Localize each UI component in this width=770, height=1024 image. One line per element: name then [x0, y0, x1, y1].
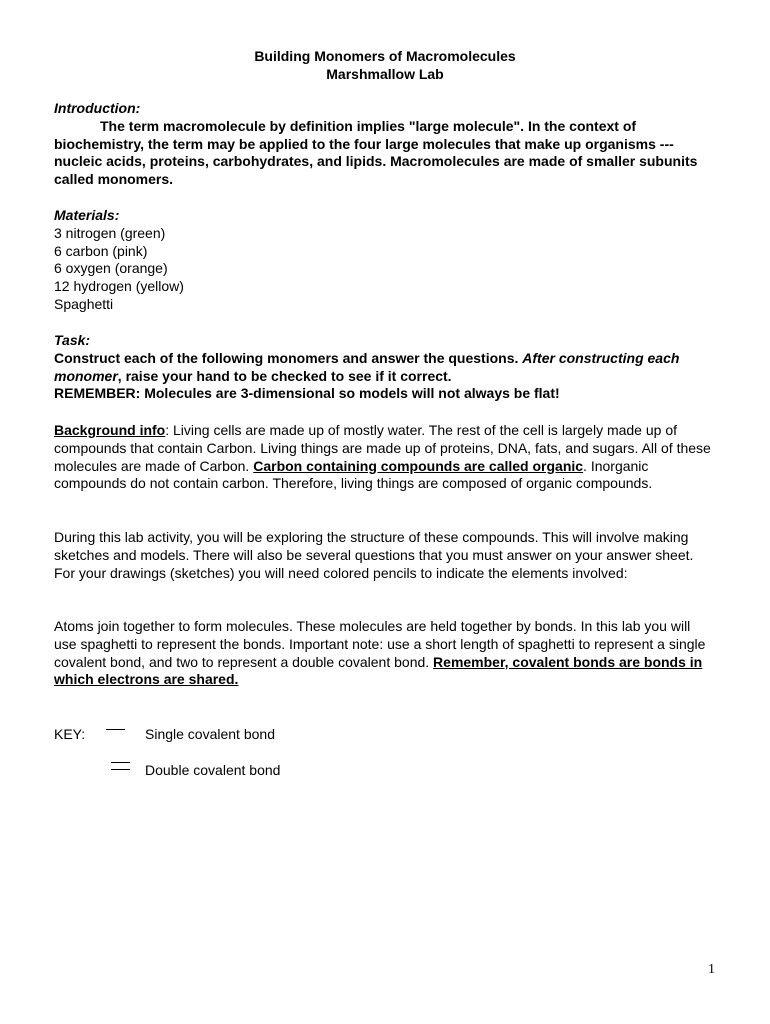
introduction-text: The term macromolecule by definition implies "large molecule". In the context of biochemistry, the term may be applied to the four large molecules that make up organisms --- nucleic acids, proteins, carbohydrates, and lipids. Macromolecules are made of smaller subunits called monomers. — [54, 117, 698, 188]
document-title: Building Monomers of Macromolecules — [254, 48, 516, 64]
key-label: KEY: — [54, 726, 86, 742]
double-bond-label: Double covalent bond — [145, 762, 281, 778]
document-subtitle: Marshmallow Lab — [326, 66, 444, 82]
introduction-paragraph — [54, 118, 714, 189]
background-section — [54, 422, 714, 493]
materials-item: 6 oxygen (orange) — [54, 260, 168, 277]
page-number: 1 — [708, 962, 715, 977]
task-text-1: Construct each of the following monomers and answer the questions. — [54, 349, 523, 366]
task-instructions — [54, 350, 714, 386]
background-emphasis: Carbon containing compounds are called organic — [253, 457, 584, 474]
introduction-heading: Introduction: — [54, 100, 141, 116]
atoms-text: Atoms join together to form molecules. These molecules are held together by bonds. In this lab you will use spaghetti to represent the bonds. Important note: use a short length of spaghetti to represent a single covalent bond, and two to represent a double covalent bond. — [54, 618, 706, 670]
task-remember: REMEMBER: Molecules are 3-dimensional so models will not always be flat! — [54, 385, 560, 402]
materials-item: 6 carbon (pink) — [54, 242, 148, 259]
materials-section — [54, 207, 714, 314]
task-text-2: , raise your hand to be checked to see if it correct. — [117, 367, 452, 384]
background-text-2: . Inorganic compounds do not contain carbon. Therefore, living things are composed of organic compounds. — [54, 457, 653, 492]
double-bond-symbol-top — [111, 762, 130, 763]
materials-heading: Materials: — [54, 207, 120, 223]
task-section — [54, 332, 714, 403]
atoms-emphasis: Remember, covalent bonds are bonds in which electrons are shared. — [54, 653, 703, 688]
materials-item: Spaghetti — [54, 295, 114, 312]
single-bond-label: Single covalent bond — [145, 726, 275, 742]
materials-item: 3 nitrogen (green) — [54, 224, 166, 241]
introduction-section — [54, 100, 714, 189]
double-bond-symbol-bottom — [111, 769, 130, 770]
single-bond-symbol — [106, 729, 125, 730]
activity-paragraph: During this lab activity, you will be exploring the structure of these compounds. This will involve making sketches and models. There will also be several questions that you must answer on your answer sheet. For your drawings (sketches) you will need colored pencils to indicate the elements involved: — [54, 529, 694, 581]
materials-item: 12 hydrogen (yellow) — [54, 278, 184, 295]
task-heading: Task: — [54, 332, 91, 348]
background-text-1: : Living cells are made up of mostly water. The rest of the cell is largely made up of compounds that contain Carbon. Living things are made up of proteins, DNA, fats, and sugars. All of these molecules are made of Carbon. — [54, 422, 711, 474]
atoms-paragraph — [54, 618, 714, 689]
background-heading: Background info — [54, 422, 166, 438]
task-text-italic: After constructing each monomer — [54, 349, 680, 384]
